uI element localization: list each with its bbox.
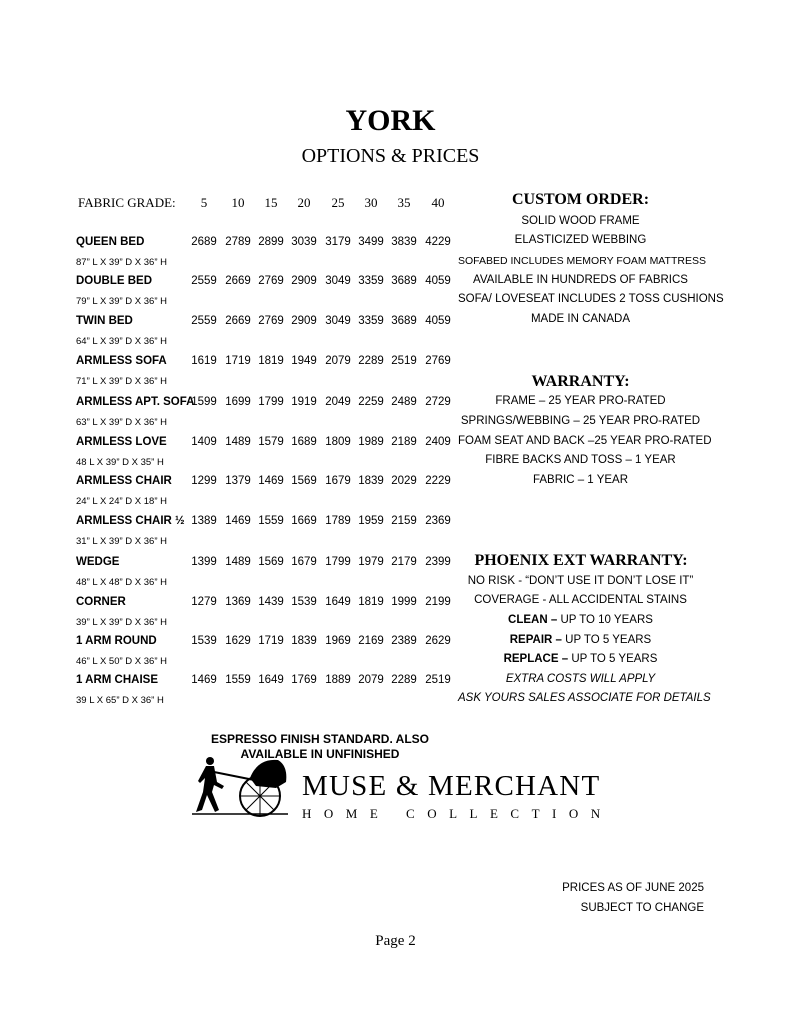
- price-cell: 4059: [425, 315, 451, 327]
- price-cell: 3499: [358, 236, 384, 248]
- phoenix-extra-costs: EXTRA COSTS WILL APPLY: [505, 673, 656, 685]
- price-cell: 1599: [191, 396, 217, 408]
- price-cell: 1679: [325, 475, 351, 487]
- warranty-line: FRAME – 25 YEAR PRO-RATED: [495, 395, 666, 407]
- price-cell: 2079: [358, 674, 384, 686]
- product-dimensions: 24” L X 24” D X 18” H: [76, 496, 167, 507]
- product-dimensions: 31” L X 39” D X 36” H: [76, 536, 167, 547]
- product-name: CORNER: [76, 596, 126, 608]
- price-cell: 2899: [258, 236, 284, 248]
- price-cell: 2179: [391, 556, 417, 568]
- rickshaw-puller-icon: [192, 748, 292, 822]
- price-cell: 1809: [325, 436, 351, 448]
- phoenix-clean-label: CLEAN –: [508, 614, 558, 626]
- price-cell: 2369: [425, 515, 451, 527]
- price-cell: 1539: [291, 596, 317, 608]
- price-cell: 2079: [325, 355, 351, 367]
- price-cell: 1279: [191, 596, 217, 608]
- custom-order-line: SOFABED INCLUDES MEMORY FOAM MATTRESS: [458, 255, 706, 267]
- price-cell: 4229: [425, 236, 451, 248]
- price-cell: 1469: [191, 674, 217, 686]
- price-cell: 1399: [191, 556, 217, 568]
- price-cell: 1919: [291, 396, 317, 408]
- warranty-line: FIBRE BACKS AND TOSS – 1 YEAR: [485, 454, 676, 466]
- product-dimensions: 39 L X 65” D X 36” H: [76, 695, 164, 706]
- price-cell: 1559: [225, 674, 251, 686]
- price-cell: 3049: [325, 275, 351, 287]
- price-cell: 1839: [291, 635, 317, 647]
- price-cell: 2769: [258, 315, 284, 327]
- finish-note-line: ESPRESSO FINISH STANDARD. ALSO: [210, 732, 430, 746]
- price-cell: 1719: [225, 355, 251, 367]
- page-subtitle: OPTIONS & PRICES: [301, 145, 480, 167]
- price-cell: 4059: [425, 275, 451, 287]
- price-cell: 2729: [425, 396, 451, 408]
- price-cell: 1469: [258, 475, 284, 487]
- price-cell: 1769: [291, 674, 317, 686]
- price-cell: 2399: [425, 556, 451, 568]
- custom-order-line: AVAILABLE IN HUNDREDS OF FABRICS: [473, 274, 688, 286]
- product-dimensions: 71” L X 39” D X 36” H: [76, 376, 167, 387]
- price-cell: 2049: [325, 396, 351, 408]
- price-cell: 1489: [225, 556, 251, 568]
- price-cell: 2489: [391, 396, 417, 408]
- phoenix-repair-label: REPAIR –: [509, 634, 562, 646]
- price-cell: 3039: [291, 236, 317, 248]
- price-cell: 1969: [325, 635, 351, 647]
- price-cell: 2289: [391, 674, 417, 686]
- fabric-grade-label: FABRIC GRADE:: [78, 195, 176, 210]
- custom-order-line: SOLID WOOD FRAME: [521, 215, 640, 227]
- price-cell: 1469: [225, 515, 251, 527]
- phoenix-clean-value: UP TO 10 YEARS: [557, 614, 653, 626]
- price-cell: 1649: [325, 596, 351, 608]
- prices-as-of: PRICES AS OF JUNE 2025: [562, 882, 704, 894]
- price-cell: 1959: [358, 515, 384, 527]
- brand-subtitle: HOME COLLECTION: [302, 806, 613, 821]
- price-cell: 3179: [325, 236, 351, 248]
- subject-to-change: SUBJECT TO CHANGE: [580, 902, 704, 914]
- price-cell: 1489: [225, 436, 251, 448]
- product-name: TWIN BED: [76, 315, 133, 327]
- price-cell: 2389: [391, 635, 417, 647]
- custom-order-heading: CUSTOM ORDER:: [511, 191, 650, 208]
- warranty-heading: WARRANTY:: [531, 373, 630, 390]
- page-title: YORK: [345, 104, 436, 137]
- price-cell: 1669: [291, 515, 317, 527]
- price-cell: 1999: [391, 596, 417, 608]
- custom-order-line: SOFA/ LOVESEAT INCLUDES 2 TOSS CUSHIONS: [458, 293, 724, 305]
- product-dimensions: 39” L X 39” D X 36” H: [76, 617, 167, 628]
- product-name: ARMLESS LOVE: [76, 436, 167, 448]
- fabric-grade-value: 25: [331, 195, 345, 210]
- price-cell: 3359: [358, 275, 384, 287]
- fabric-grade-value: 30: [364, 195, 378, 210]
- price-cell: 1539: [191, 635, 217, 647]
- price-cell: 1789: [325, 515, 351, 527]
- phoenix-replace-label: REPLACE –: [503, 653, 569, 665]
- product-name: WEDGE: [76, 556, 120, 568]
- fabric-grade-value: 40: [431, 195, 445, 210]
- brand-name: MUSE & MERCHANT: [302, 770, 601, 802]
- price-cell: 1629: [225, 635, 251, 647]
- price-cell: 3689: [391, 275, 417, 287]
- price-cell: 2189: [391, 436, 417, 448]
- price-cell: 1379: [225, 475, 251, 487]
- custom-order-line: ELASTICIZED WEBBING: [514, 234, 647, 246]
- custom-order-line: MADE IN CANADA: [530, 313, 631, 325]
- product-dimensions: 48” L X 48” D X 36” H: [76, 577, 167, 588]
- price-cell: 1619: [191, 355, 217, 367]
- price-cell: 2409: [425, 436, 451, 448]
- phoenix-replace-value: UP TO 5 YEARS: [568, 653, 658, 665]
- price-cell: 2169: [358, 635, 384, 647]
- price-cell: 1839: [358, 475, 384, 487]
- price-cell: 2159: [391, 515, 417, 527]
- price-cell: 2559: [191, 275, 217, 287]
- fabric-grade-value: 10: [231, 195, 245, 210]
- price-cell: 1979: [358, 556, 384, 568]
- price-cell: 1369: [225, 596, 251, 608]
- warranty-line: FOAM SEAT AND BACK –25 YEAR PRO-RATED: [458, 435, 712, 447]
- price-cell: 3049: [325, 315, 351, 327]
- phoenix-ask-associate: ASK YOURS SALES ASSOCIATE FOR DETAILS: [458, 692, 711, 704]
- product-dimensions: 48 L X 39” D X 35” H: [76, 457, 164, 468]
- price-cell: 2769: [258, 275, 284, 287]
- price-cell: 2229: [425, 475, 451, 487]
- fabric-grade-value: 15: [264, 195, 278, 210]
- price-cell: 1559: [258, 515, 284, 527]
- price-cell: 3839: [391, 236, 417, 248]
- price-cell: 2689: [191, 236, 217, 248]
- phoenix-heading: PHOENIX EXT WARRANTY:: [474, 552, 688, 569]
- product-name: ARMLESS APT. SOFA: [76, 396, 195, 408]
- page-number: Page 2: [375, 933, 416, 949]
- price-cell: 1389: [191, 515, 217, 527]
- price-cell: 3359: [358, 315, 384, 327]
- product-dimensions: 87” L X 39” D X 36” H: [76, 257, 167, 268]
- price-cell: 1689: [291, 436, 317, 448]
- product-name: ARMLESS CHAIR: [76, 475, 172, 487]
- phoenix-repair-value: UP TO 5 YEARS: [561, 634, 652, 646]
- phoenix-no-risk: NO RISK - “DON’T USE IT DON’T LOSE IT”: [467, 575, 694, 587]
- phoenix-clean: [458, 614, 703, 626]
- price-cell: 2289: [358, 355, 384, 367]
- price-cell: 1649: [258, 674, 284, 686]
- price-cell: 1989: [358, 436, 384, 448]
- product-dimensions: 46” L X 50” D X 36” H: [76, 656, 167, 667]
- price-cell: 1299: [191, 475, 217, 487]
- phoenix-replace: [458, 653, 703, 665]
- finish-note-line: AVAILABLE IN UNFINISHED: [240, 747, 400, 761]
- price-cell: 1889: [325, 674, 351, 686]
- price-cell: 2769: [425, 355, 451, 367]
- price-cell: 2909: [291, 275, 317, 287]
- product-dimensions: 63” L X 39” D X 36” H: [76, 417, 167, 428]
- fabric-grade-value: 5: [200, 195, 208, 210]
- fabric-grade-value: 35: [397, 195, 411, 210]
- price-cell: 2669: [225, 315, 251, 327]
- product-name: QUEEN BED: [76, 236, 145, 248]
- price-cell: 1799: [258, 396, 284, 408]
- product-name: 1 ARM CHAISE: [76, 674, 158, 686]
- price-cell: 1409: [191, 436, 217, 448]
- warranty-line: FABRIC – 1 YEAR: [532, 474, 629, 486]
- price-cell: 2789: [225, 236, 251, 248]
- price-cell: 1949: [291, 355, 317, 367]
- price-cell: 2029: [391, 475, 417, 487]
- price-cell: 1579: [258, 436, 284, 448]
- phoenix-repair: [458, 634, 703, 646]
- product-name: ARMLESS CHAIR ½: [76, 515, 185, 527]
- price-cell: 1799: [325, 556, 351, 568]
- price-cell: 2519: [425, 674, 451, 686]
- product-dimensions: 64” L X 39” D X 36” H: [76, 336, 167, 347]
- price-cell: 2559: [191, 315, 217, 327]
- price-cell: 2909: [291, 315, 317, 327]
- price-cell: 2669: [225, 275, 251, 287]
- price-cell: 3689: [391, 315, 417, 327]
- price-cell: 1699: [225, 396, 251, 408]
- phoenix-coverage: COVERAGE - ALL ACCIDENTAL STAINS: [474, 594, 687, 606]
- price-cell: 1569: [258, 556, 284, 568]
- price-cell: 1439: [258, 596, 284, 608]
- price-cell: 2199: [425, 596, 451, 608]
- price-cell: 1679: [291, 556, 317, 568]
- price-cell: 1819: [258, 355, 284, 367]
- price-cell: 2259: [358, 396, 384, 408]
- product-name: DOUBLE BED: [76, 275, 153, 287]
- product-name: 1 ARM ROUND: [76, 635, 157, 647]
- price-cell: 1819: [358, 596, 384, 608]
- price-cell: 2519: [391, 355, 417, 367]
- product-name: ARMLESS SOFA: [76, 355, 167, 367]
- fabric-grade-value: 20: [297, 195, 311, 210]
- price-cell: 2629: [425, 635, 451, 647]
- price-cell: 1569: [291, 475, 317, 487]
- product-dimensions: 79” L X 39” D X 36” H: [76, 296, 167, 307]
- price-cell: 1719: [258, 635, 284, 647]
- warranty-line: SPRINGS/WEBBING – 25 YEAR PRO-RATED: [460, 415, 701, 427]
